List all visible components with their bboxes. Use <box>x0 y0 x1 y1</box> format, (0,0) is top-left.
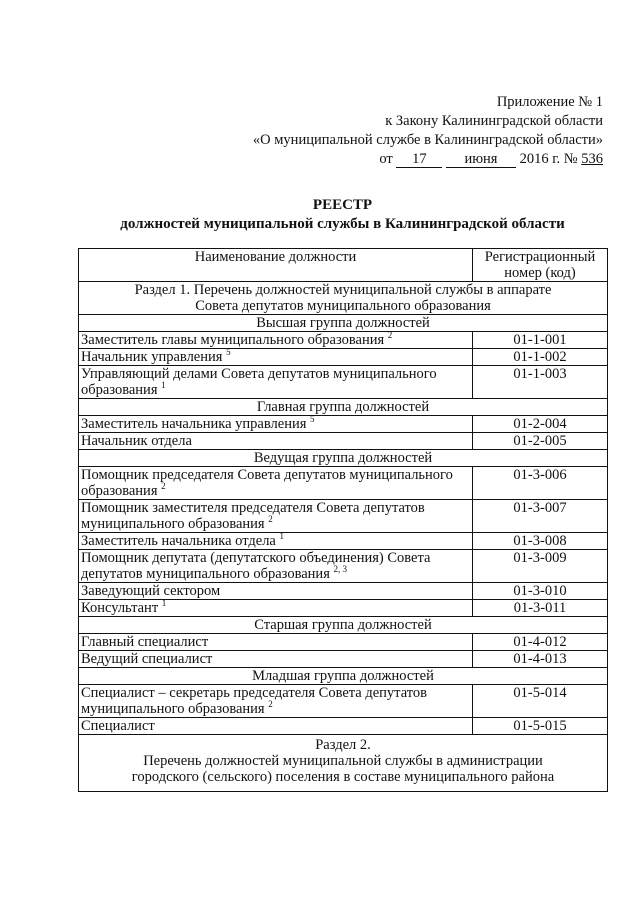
footnote-marker: 2 <box>387 330 393 341</box>
group-row <box>79 450 608 467</box>
footnote-marker: 5 <box>310 414 315 425</box>
position-name: Заместитель начальника отдела <box>81 533 276 549</box>
registration-code: 01-4-013 <box>473 651 608 668</box>
registration-code: 01-3-009 <box>473 550 608 583</box>
registry-table <box>78 248 608 792</box>
table-row <box>79 651 608 668</box>
registration-code: 01-5-015 <box>473 718 608 735</box>
registration-code: 01-4-012 <box>473 634 608 651</box>
registration-code: 01-1-001 <box>473 332 608 349</box>
group-title: Младшая группа должностей <box>79 668 608 685</box>
law-number: 536 <box>581 151 603 167</box>
registration-code: 01-1-002 <box>473 349 608 366</box>
section-1-row <box>79 282 608 315</box>
position-name: Специалист – секретарь председателя Совета депутатов муниципального образования <box>81 685 427 717</box>
date-prefix: от <box>379 151 393 167</box>
position-name-cell <box>79 467 473 500</box>
date-year: 2016 г. № <box>519 151 578 167</box>
footnote-marker: 2, 3 <box>333 564 347 575</box>
position-name-cell <box>79 433 473 450</box>
table-row <box>79 349 608 366</box>
section-2-line2: Перечень должностей муниципальной службы в администрации <box>143 753 543 769</box>
position-name-cell <box>79 416 473 433</box>
appendix-number: Приложение № 1 <box>496 94 603 110</box>
position-name: Начальник отдела <box>81 433 192 449</box>
position-name: Ведущий специалист <box>81 651 213 667</box>
footnote-marker: 1 <box>279 531 284 542</box>
group-title: Ведущая группа должностей <box>79 450 608 467</box>
footnote-marker: 2 <box>268 699 273 710</box>
table-row <box>79 634 608 651</box>
header-registration-code: Регистрационный номер (код) <box>473 249 608 282</box>
position-name-cell <box>79 600 473 617</box>
group-row <box>79 668 608 685</box>
position-name: Управляющий делами Совета депутатов муниципального образования <box>81 366 437 398</box>
footnote-marker: 1 <box>161 380 166 391</box>
position-name: Главный специалист <box>81 634 209 650</box>
position-name-cell <box>79 685 473 718</box>
position-name-cell <box>79 718 473 735</box>
registry-title-sub: должностей муниципальной службы в Калининградской области <box>120 216 565 232</box>
table-row <box>79 600 608 617</box>
position-name-cell <box>79 366 473 399</box>
group-row <box>79 399 608 416</box>
position-name: Заведующий сектором <box>81 583 221 599</box>
position-name-cell <box>79 583 473 600</box>
section-2-line1: Раздел 2. <box>315 737 371 753</box>
registry-title <box>78 196 607 234</box>
position-name: Помощник председателя Совета депутатов муниципального образования <box>81 467 453 499</box>
registration-code: 01-3-006 <box>473 467 608 500</box>
registration-code: 01-3-010 <box>473 583 608 600</box>
registration-code: 01-5-014 <box>473 685 608 718</box>
group-row <box>79 617 608 634</box>
footnote-marker: 5 <box>226 347 231 358</box>
position-name-cell <box>79 634 473 651</box>
position-name-cell <box>79 349 473 366</box>
table-header-row <box>79 249 608 282</box>
position-name: Заместитель главы муниципального образования <box>81 332 385 348</box>
registration-code: 01-1-003 <box>473 366 608 399</box>
section-2-row <box>79 735 608 792</box>
position-name-cell <box>79 550 473 583</box>
section-1-line1: Раздел 1. Перечень должностей муниципальной службы в аппарате <box>134 282 552 298</box>
section-2-line3: городского (сельского) поселения в составе муниципального района <box>131 769 555 785</box>
table-row <box>79 416 608 433</box>
registration-code: 01-2-005 <box>473 433 608 450</box>
table-row <box>79 332 608 349</box>
table-row <box>79 550 608 583</box>
appendix-date-line <box>203 150 603 169</box>
table-row <box>79 433 608 450</box>
section-1-line2: Совета депутатов муниципального образования <box>195 298 491 314</box>
appendix-law: к Закону Калининградской области <box>385 113 603 129</box>
table-row <box>79 500 608 533</box>
footnote-marker: 2 <box>268 514 273 525</box>
table-row <box>79 467 608 500</box>
position-name-cell <box>79 332 473 349</box>
registration-code: 01-2-004 <box>473 416 608 433</box>
position-name: Заместитель начальника управления <box>81 416 307 432</box>
table-row <box>79 685 608 718</box>
position-name: Консультант <box>81 600 159 616</box>
position-name-cell <box>79 533 473 550</box>
registration-code: 01-3-008 <box>473 533 608 550</box>
group-row <box>79 315 608 332</box>
position-name: Начальник управления <box>81 349 223 365</box>
section-2-title <box>79 735 608 792</box>
registry-title-main: РЕЕСТР <box>312 197 373 213</box>
position-name: Помощник депутата (депутатского объединения) Совета депутатов муниципального образования <box>81 550 431 582</box>
section-1-title <box>79 282 608 315</box>
header-position-name: Наименование должности <box>79 249 473 282</box>
position-name: Помощник заместителя председателя Совета депутатов муниципального образования <box>81 500 425 532</box>
group-title: Высшая группа должностей <box>79 315 608 332</box>
table-row <box>79 583 608 600</box>
date-day: 17 <box>396 152 442 168</box>
appendix-header <box>203 93 603 169</box>
footnote-marker: 1 <box>161 598 167 609</box>
position-name-cell <box>79 500 473 533</box>
group-title: Главная группа должностей <box>79 399 608 416</box>
registration-code: 01-3-007 <box>473 500 608 533</box>
group-title: Старшая группа должностей <box>79 617 608 634</box>
table-row <box>79 533 608 550</box>
position-name: Специалист <box>81 718 155 734</box>
date-month: июня <box>446 152 516 168</box>
table-row <box>79 366 608 399</box>
appendix-law-title: «О муниципальной службе в Калининградской области» <box>252 132 603 148</box>
table-row <box>79 718 608 735</box>
position-name-cell <box>79 651 473 668</box>
footnote-marker: 2 <box>161 481 166 492</box>
registration-code: 01-3-011 <box>473 600 608 617</box>
